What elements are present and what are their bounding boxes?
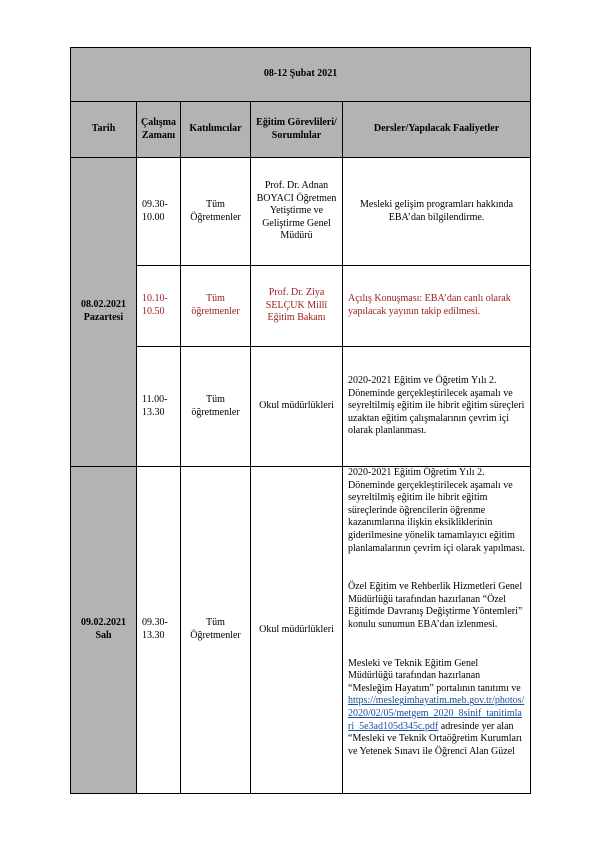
day2-participants: Tüm Öğretmenler [181,467,251,794]
day2-date: 09.02.2021 [81,617,126,629]
day2-activity-1: 2020-2021 Eğitim Öğretim Yılı 2. Döneminde gerçekleştirilecek aşamalı ve seyreltilmiş eğitim ile hibrit eğitim süreçlerinde öğrencilerin öğrenme kazanımlarına ilişkin eksikliklerinin giderilmesine yönelik tamamlayıcı eğitim planlamalarının çevrim içi olarak yapılması. [348,467,525,554]
header-participants: Katılımcılar [181,102,251,158]
header-date: Tarih [71,102,137,158]
header-activities: Dersler/Yapılacak Faaliyetler [343,102,531,158]
day1-row3-activity: 2020-2021 Eğitim ve Öğretim Yılı 2. Döneminde gerçekleştirilecek aşamalı ve seyreltilmiş eğitim ile hibrit eğitim süreçleri uzaktan eğitim çalışmalarının çevrim içi olarak planlanması. [343,347,531,467]
day1-row2-activity: Açılış Konuşması: EBA’dan canlı olarak yapılacak yayının takip edilmesi. [343,266,531,347]
week-title: 08-12 Şubat 2021 [71,48,531,102]
schedule-table [70,47,531,794]
day1-row2-participants: Tüm öğretmenler [181,266,251,347]
day2-activity-3-pre: Mesleki ve Teknik Eğitim Genel Müdürlüğü tarafından hazırlanan “Mesleğim Hayatım” portalının tanıtımı ve [348,657,521,694]
day1-row1-participants: Tüm Öğretmenler [181,158,251,266]
day1-row1-official: Prof. Dr. Adnan BOYACI Öğretmen Yetiştirme ve Geliştirme Genel Müdürü [251,158,343,266]
day1-date: 08.02.2021 [81,299,126,311]
day2-activity [343,467,531,794]
day1-row1-time: 09.30-10.00 [137,158,181,266]
day1-row2-time: 10.10-10.50 [137,266,181,347]
day1-weekday: Pazartesi [83,312,124,323]
day1-row1-activity: Mesleki gelişim programları hakkında EBA’dan bilgilendirme. [343,158,531,266]
day1-row2-official: Prof. Dr. Ziya SELÇUK Millî Eğitim Bakanı [251,266,343,347]
day1-row3-official: Okul müdürlükleri [251,347,343,467]
day2-activity-3 [348,658,525,759]
meslegim-hayatim-link[interactable]: https://meslegimhayatim.meb.gov.tr/photos/2020/02/05/metgem_2020_8sinif_tanitimlari_5e3ad105d345c.pdf [348,695,525,732]
day2-official: Okul müdürlükleri [251,467,343,794]
day1-row3-participants: Tüm öğretmenler [181,347,251,467]
day2-weekday: Salı [95,630,112,641]
day2-activity-2: Özel Eğitim ve Rehberlik Hizmetleri Genel Müdürlüğü tarafından hazırlanan “Özel Eğitimde Davranış Değiştirme Yöntemleri” konulu sunumun EBA’dan izlenmesi. [348,581,523,630]
day2-date-cell [71,467,137,794]
day1-row3-time: 11.00-13.30 [137,347,181,467]
header-time: Çalışma Zamanı [137,102,181,158]
header-officials: Eğitim Görevlileri/ Sorumlular [251,102,343,158]
day1-date-cell [71,158,137,467]
day2-time: 09.30-13.30 [137,467,181,794]
day2-activity-3-post: adresinde yer alan “Mesleki ve Teknik Ortaöğretim Kurumları ve Yetenek Sınavı ile Öğrenci Alan Güzel [348,720,523,757]
